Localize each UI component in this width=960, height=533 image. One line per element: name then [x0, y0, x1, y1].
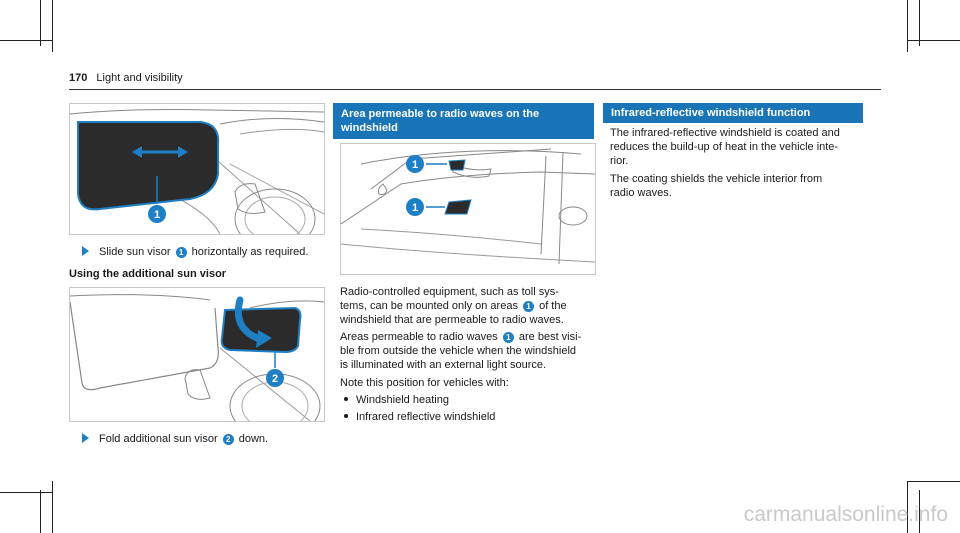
figure-callout: 1: [411, 159, 419, 171]
crop-mark: [52, 481, 53, 533]
crop-mark: [0, 40, 52, 41]
figure-callout: 1: [411, 202, 419, 214]
step-slide-visor: Slide sun visor 1 horizontally as required.: [82, 245, 308, 259]
step-arrow-icon: [82, 246, 89, 256]
section-title-infrared: Infrared-reflective windshield function: [603, 103, 863, 123]
paragraph-coating: The coating shields the vehicle interior from radio waves.: [610, 173, 823, 199]
section-title-radio-waves: Area permeable to radio waves on the windshield: [333, 103, 594, 139]
page-number: 170: [69, 72, 88, 84]
crop-mark: [907, 40, 960, 41]
bullet-icon: [344, 397, 348, 401]
sun-visor-figure: [69, 103, 325, 235]
header-rule: [69, 89, 881, 90]
step-arrow-icon: [82, 433, 89, 443]
paragraph-radio-equipment: Radio-controlled equipment, such as toll sys- tems, can be mounted only on areas 1 of the windshield that are permeable to radio waves.: [340, 286, 567, 326]
crop-mark: [40, 490, 41, 533]
paragraph-visibility: Areas permeable to radio waves 1 are best visi- ble from outside the vehicle when the windshield is illuminated with an external light source.: [340, 331, 582, 371]
list-item: Windshield heating: [344, 393, 449, 407]
crop-mark: [907, 0, 908, 52]
crop-mark: [907, 481, 960, 482]
subheading: Using the additional sun visor: [69, 268, 227, 280]
additional-sun-visor-figure: [69, 287, 325, 422]
crop-mark: [0, 492, 52, 493]
figure-callout: 1: [153, 209, 161, 221]
callout-badge: 1: [176, 247, 187, 258]
watermark: carmanualsonline.info: [743, 503, 948, 526]
windshield-figure: [340, 143, 596, 275]
paragraph-infrared: The infrared-reflective windshield is coated and reduces the build-up of heat in the vehicle inte- rior.: [610, 127, 840, 167]
list-item: Infrared reflective windshield: [344, 410, 495, 424]
page-header: [69, 72, 183, 84]
section-title: Light and visibility: [96, 72, 183, 84]
callout-badge: 1: [503, 332, 514, 343]
paragraph-note: Note this position for vehicles with:: [340, 377, 509, 389]
callout-badge: 1: [523, 301, 534, 312]
crop-mark: [52, 0, 53, 52]
bullet-icon: [344, 414, 348, 418]
callout-badge: 2: [223, 434, 234, 445]
figure-callout: 2: [271, 373, 279, 385]
step-fold-visor: Fold additional sun visor 2 down.: [82, 432, 268, 446]
